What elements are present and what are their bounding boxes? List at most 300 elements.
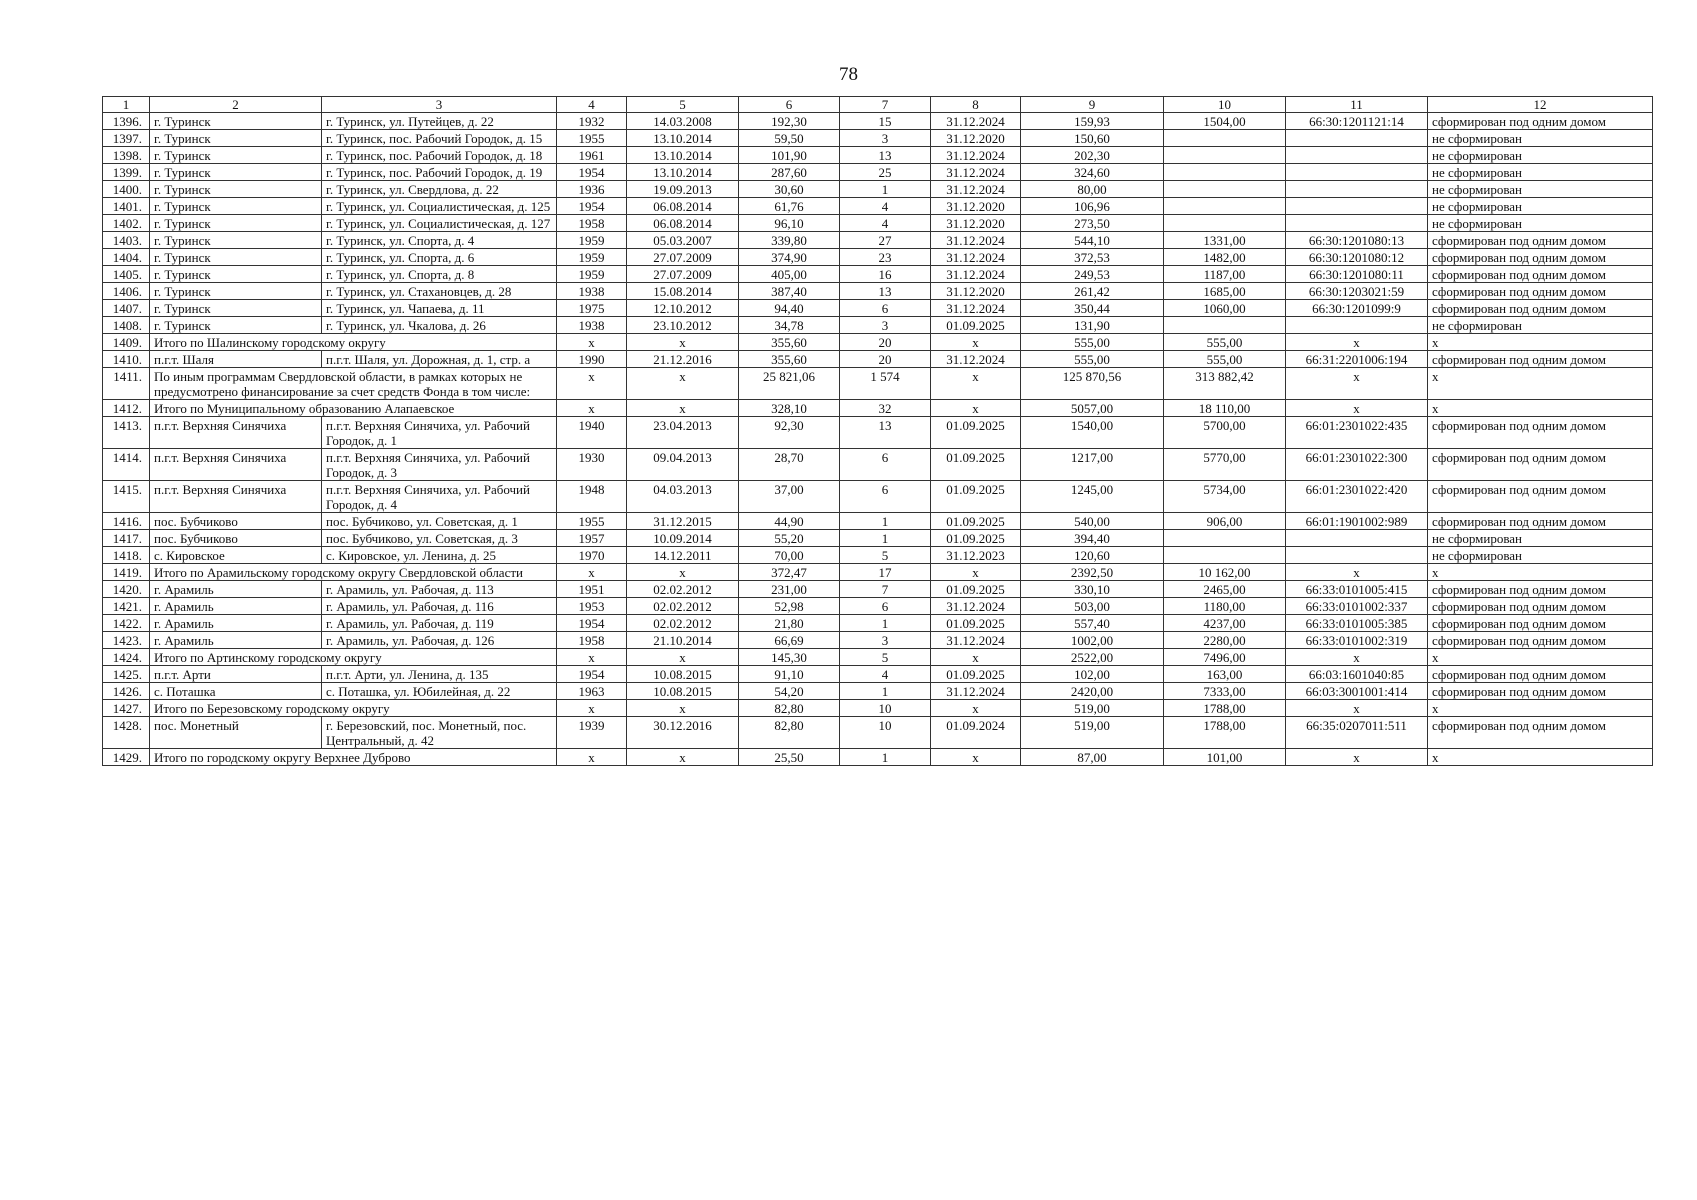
- address-cell: пос. Бубчиково, ул. Советская, д. 3: [322, 530, 557, 547]
- year-built-cell: х: [557, 700, 627, 717]
- area-cell: 25,50: [739, 749, 840, 766]
- cadastral-number-cell: 66:33:0101002:337: [1286, 598, 1428, 615]
- row-number-cell: 1399.: [103, 164, 150, 181]
- year-built-cell: 1936: [557, 181, 627, 198]
- land-status-cell: сформирован под одним домом: [1428, 683, 1653, 700]
- land-status-cell: не сформирован: [1428, 130, 1653, 147]
- recognition-date-cell: 15.08.2014: [627, 283, 739, 300]
- land-status-cell: х: [1428, 400, 1653, 417]
- land-area-cell: 101,00: [1164, 749, 1286, 766]
- column-header-11: 11: [1286, 97, 1428, 113]
- recognition-date-cell: 23.10.2012: [627, 317, 739, 334]
- land-area-cell: 5734,00: [1164, 481, 1286, 513]
- land-area-cell: 10 162,00: [1164, 564, 1286, 581]
- value-cell: 540,00: [1021, 513, 1164, 530]
- land-area-cell: 7496,00: [1164, 649, 1286, 666]
- residents-cell: 6: [840, 598, 931, 615]
- land-area-cell: [1164, 198, 1286, 215]
- residents-cell: 1: [840, 749, 931, 766]
- resettlement-date-cell: х: [931, 400, 1021, 417]
- residents-cell: 5: [840, 649, 931, 666]
- locality-cell: г. Туринск: [150, 181, 322, 198]
- address-cell: г. Туринск, ул. Стахановцев, д. 28: [322, 283, 557, 300]
- recognition-date-cell: х: [627, 564, 739, 581]
- row-number-cell: 1417.: [103, 530, 150, 547]
- resettlement-date-cell: 31.12.2024: [931, 351, 1021, 368]
- cadastral-number-cell: 66:30:1201080:13: [1286, 232, 1428, 249]
- residents-cell: 25: [840, 164, 931, 181]
- land-area-cell: 2280,00: [1164, 632, 1286, 649]
- value-cell: 80,00: [1021, 181, 1164, 198]
- area-cell: 21,80: [739, 615, 840, 632]
- locality-cell: г. Туринск: [150, 317, 322, 334]
- land-area-cell: 7333,00: [1164, 683, 1286, 700]
- table-row: [103, 513, 1653, 530]
- row-number-cell: 1424.: [103, 649, 150, 666]
- resettlement-date-cell: 31.12.2024: [931, 683, 1021, 700]
- recognition-date-cell: 21.10.2014: [627, 632, 739, 649]
- address-cell: п.г.т. Верхняя Синячиха, ул. Рабочий Городок, д. 3: [322, 449, 557, 481]
- row-number-cell: 1406.: [103, 283, 150, 300]
- housing-table: [102, 96, 1653, 766]
- column-header-3: 3: [322, 97, 557, 113]
- resettlement-date-cell: 31.12.2024: [931, 266, 1021, 283]
- year-built-cell: 1939: [557, 717, 627, 749]
- resettlement-date-cell: 31.12.2024: [931, 181, 1021, 198]
- value-cell: 1540,00: [1021, 417, 1164, 449]
- cadastral-number-cell: 66:01:2301022:435: [1286, 417, 1428, 449]
- summary-title-cell: Итого по городскому округу Верхнее Дуброво: [150, 749, 557, 766]
- row-number-cell: 1405.: [103, 266, 150, 283]
- row-number-cell: 1413.: [103, 417, 150, 449]
- summary-row: [103, 334, 1653, 351]
- cadastral-number-cell: [1286, 164, 1428, 181]
- land-status-cell: не сформирован: [1428, 215, 1653, 232]
- land-area-cell: 1788,00: [1164, 700, 1286, 717]
- area-cell: 231,00: [739, 581, 840, 598]
- area-cell: 387,40: [739, 283, 840, 300]
- area-cell: 101,90: [739, 147, 840, 164]
- column-header-9: 9: [1021, 97, 1164, 113]
- value-cell: 106,96: [1021, 198, 1164, 215]
- recognition-date-cell: 13.10.2014: [627, 130, 739, 147]
- residents-cell: 3: [840, 632, 931, 649]
- cadastral-number-cell: [1286, 317, 1428, 334]
- year-built-cell: 1954: [557, 615, 627, 632]
- residents-cell: 32: [840, 400, 931, 417]
- land-area-cell: 1788,00: [1164, 717, 1286, 749]
- table-row: [103, 632, 1653, 649]
- year-built-cell: 1932: [557, 113, 627, 130]
- cadastral-number-cell: 66:30:1201121:14: [1286, 113, 1428, 130]
- locality-cell: г. Туринск: [150, 198, 322, 215]
- cadastral-number-cell: х: [1286, 400, 1428, 417]
- resettlement-date-cell: 31.12.2024: [931, 113, 1021, 130]
- area-cell: 55,20: [739, 530, 840, 547]
- area-cell: 374,90: [739, 249, 840, 266]
- address-cell: п.г.т. Шаля, ул. Дорожная, д. 1, стр. а: [322, 351, 557, 368]
- row-number-cell: 1419.: [103, 564, 150, 581]
- year-built-cell: 1948: [557, 481, 627, 513]
- recognition-date-cell: 06.08.2014: [627, 198, 739, 215]
- land-area-cell: [1164, 130, 1286, 147]
- row-number-cell: 1404.: [103, 249, 150, 266]
- locality-cell: г. Арамиль: [150, 598, 322, 615]
- residents-cell: 27: [840, 232, 931, 249]
- residents-cell: 20: [840, 334, 931, 351]
- land-status-cell: сформирован под одним домом: [1428, 513, 1653, 530]
- area-cell: 54,20: [739, 683, 840, 700]
- cadastral-number-cell: х: [1286, 700, 1428, 717]
- recognition-date-cell: 27.07.2009: [627, 249, 739, 266]
- year-built-cell: 1958: [557, 632, 627, 649]
- cadastral-number-cell: 66:35:0207011:511: [1286, 717, 1428, 749]
- residents-cell: 13: [840, 147, 931, 164]
- address-cell: г. Туринск, ул. Спорта, д. 6: [322, 249, 557, 266]
- table-row: [103, 164, 1653, 181]
- value-cell: 503,00: [1021, 598, 1164, 615]
- resettlement-date-cell: х: [931, 334, 1021, 351]
- area-cell: 30,60: [739, 181, 840, 198]
- cadastral-number-cell: [1286, 198, 1428, 215]
- year-built-cell: 1953: [557, 598, 627, 615]
- area-cell: 28,70: [739, 449, 840, 481]
- area-cell: 44,90: [739, 513, 840, 530]
- table-row: [103, 683, 1653, 700]
- land-area-cell: 4237,00: [1164, 615, 1286, 632]
- resettlement-date-cell: 31.12.2020: [931, 130, 1021, 147]
- recognition-date-cell: 05.03.2007: [627, 232, 739, 249]
- land-status-cell: сформирован под одним домом: [1428, 266, 1653, 283]
- resettlement-date-cell: 31.12.2020: [931, 215, 1021, 232]
- area-cell: 372,47: [739, 564, 840, 581]
- row-number-cell: 1401.: [103, 198, 150, 215]
- resettlement-date-cell: 01.09.2025: [931, 513, 1021, 530]
- value-cell: 159,93: [1021, 113, 1164, 130]
- column-header-4: 4: [557, 97, 627, 113]
- area-cell: 82,80: [739, 717, 840, 749]
- residents-cell: 15: [840, 113, 931, 130]
- table-row: [103, 351, 1653, 368]
- area-cell: 70,00: [739, 547, 840, 564]
- table-body: [103, 113, 1653, 766]
- year-built-cell: 1954: [557, 666, 627, 683]
- year-built-cell: 1954: [557, 198, 627, 215]
- row-number-cell: 1396.: [103, 113, 150, 130]
- area-cell: 52,98: [739, 598, 840, 615]
- recognition-date-cell: 13.10.2014: [627, 147, 739, 164]
- residents-cell: 10: [840, 700, 931, 717]
- row-number-cell: 1403.: [103, 232, 150, 249]
- land-status-cell: сформирован под одним домом: [1428, 232, 1653, 249]
- resettlement-date-cell: 31.12.2023: [931, 547, 1021, 564]
- summary-title-cell: По иным программам Свердловской области, в рамках которых не предусмотрено финансирование за счет средств Фонда в том числе:: [150, 368, 557, 400]
- year-built-cell: х: [557, 400, 627, 417]
- row-number-cell: 1416.: [103, 513, 150, 530]
- year-built-cell: 1951: [557, 581, 627, 598]
- cadastral-number-cell: 66:33:0101005:385: [1286, 615, 1428, 632]
- resettlement-date-cell: 31.12.2024: [931, 300, 1021, 317]
- table-row: [103, 130, 1653, 147]
- row-number-cell: 1425.: [103, 666, 150, 683]
- value-cell: 2420,00: [1021, 683, 1164, 700]
- year-built-cell: 1963: [557, 683, 627, 700]
- year-built-cell: 1975: [557, 300, 627, 317]
- land-area-cell: [1164, 181, 1286, 198]
- recognition-date-cell: 02.02.2012: [627, 581, 739, 598]
- value-cell: 120,60: [1021, 547, 1164, 564]
- table-row: [103, 181, 1653, 198]
- resettlement-date-cell: 31.12.2024: [931, 249, 1021, 266]
- residents-cell: 13: [840, 417, 931, 449]
- land-status-cell: не сформирован: [1428, 530, 1653, 547]
- table-row: [103, 249, 1653, 266]
- resettlement-date-cell: 31.12.2024: [931, 632, 1021, 649]
- recognition-date-cell: 30.12.2016: [627, 717, 739, 749]
- land-status-cell: сформирован под одним домом: [1428, 632, 1653, 649]
- summary-row: [103, 700, 1653, 717]
- row-number-cell: 1427.: [103, 700, 150, 717]
- address-cell: г. Туринск, ул. Социалистическая, д. 125: [322, 198, 557, 215]
- residents-cell: 7: [840, 581, 931, 598]
- residents-cell: 6: [840, 300, 931, 317]
- column-header-10: 10: [1164, 97, 1286, 113]
- table-row: [103, 147, 1653, 164]
- value-cell: 324,60: [1021, 164, 1164, 181]
- locality-cell: г. Туринск: [150, 113, 322, 130]
- land-area-cell: 2465,00: [1164, 581, 1286, 598]
- land-status-cell: не сформирован: [1428, 198, 1653, 215]
- cadastral-number-cell: 66:01:2301022:420: [1286, 481, 1428, 513]
- area-cell: 96,10: [739, 215, 840, 232]
- residents-cell: 10: [840, 717, 931, 749]
- land-area-cell: 18 110,00: [1164, 400, 1286, 417]
- land-status-cell: х: [1428, 564, 1653, 581]
- area-cell: 66,69: [739, 632, 840, 649]
- column-header-8: 8: [931, 97, 1021, 113]
- residents-cell: 6: [840, 481, 931, 513]
- recognition-date-cell: 10.09.2014: [627, 530, 739, 547]
- address-cell: г. Туринск, ул. Спорта, д. 4: [322, 232, 557, 249]
- address-cell: пос. Бубчиково, ул. Советская, д. 1: [322, 513, 557, 530]
- address-cell: г. Туринск, пос. Рабочий Городок, д. 19: [322, 164, 557, 181]
- land-status-cell: не сформирован: [1428, 164, 1653, 181]
- resettlement-date-cell: 01.09.2025: [931, 530, 1021, 547]
- residents-cell: 20: [840, 351, 931, 368]
- cadastral-number-cell: 66:30:1201099:9: [1286, 300, 1428, 317]
- row-number-cell: 1423.: [103, 632, 150, 649]
- land-area-cell: [1164, 147, 1286, 164]
- value-cell: 1002,00: [1021, 632, 1164, 649]
- table-row: [103, 666, 1653, 683]
- recognition-date-cell: х: [627, 368, 739, 400]
- row-number-cell: 1400.: [103, 181, 150, 198]
- cadastral-number-cell: [1286, 147, 1428, 164]
- resettlement-date-cell: х: [931, 700, 1021, 717]
- resettlement-date-cell: х: [931, 649, 1021, 666]
- row-number-cell: 1421.: [103, 598, 150, 615]
- land-area-cell: 5770,00: [1164, 449, 1286, 481]
- area-cell: 82,80: [739, 700, 840, 717]
- address-cell: п.г.т. Верхняя Синячиха, ул. Рабочий Городок, д. 4: [322, 481, 557, 513]
- resettlement-date-cell: 01.09.2025: [931, 615, 1021, 632]
- year-built-cell: х: [557, 334, 627, 351]
- recognition-date-cell: 31.12.2015: [627, 513, 739, 530]
- locality-cell: с. Кировское: [150, 547, 322, 564]
- table-row: [103, 300, 1653, 317]
- address-cell: п.г.т. Верхняя Синячиха, ул. Рабочий Городок, д. 1: [322, 417, 557, 449]
- address-cell: г. Арамиль, ул. Рабочая, д. 116: [322, 598, 557, 615]
- area-cell: 25 821,06: [739, 368, 840, 400]
- locality-cell: г. Арамиль: [150, 581, 322, 598]
- resettlement-date-cell: 01.09.2025: [931, 481, 1021, 513]
- table-row: [103, 283, 1653, 300]
- land-status-cell: не сформирован: [1428, 147, 1653, 164]
- cadastral-number-cell: 66:30:1201080:11: [1286, 266, 1428, 283]
- land-status-cell: сформирован под одним домом: [1428, 283, 1653, 300]
- resettlement-date-cell: 01.09.2025: [931, 449, 1021, 481]
- row-number-cell: 1412.: [103, 400, 150, 417]
- locality-cell: пос. Бубчиково: [150, 530, 322, 547]
- cadastral-number-cell: 66:30:1203021:59: [1286, 283, 1428, 300]
- land-status-cell: сформирован под одним домом: [1428, 666, 1653, 683]
- value-cell: 557,40: [1021, 615, 1164, 632]
- land-status-cell: сформирован под одним домом: [1428, 449, 1653, 481]
- address-cell: г. Туринск, пос. Рабочий Городок, д. 15: [322, 130, 557, 147]
- area-cell: 37,00: [739, 481, 840, 513]
- area-cell: 91,10: [739, 666, 840, 683]
- cadastral-number-cell: х: [1286, 749, 1428, 766]
- address-cell: г. Березовский, пос. Монетный, пос. Центральный, д. 42: [322, 717, 557, 749]
- area-cell: 34,78: [739, 317, 840, 334]
- cadastral-number-cell: [1286, 130, 1428, 147]
- table-row: [103, 598, 1653, 615]
- year-built-cell: 1959: [557, 249, 627, 266]
- area-cell: 355,60: [739, 334, 840, 351]
- year-built-cell: 1938: [557, 283, 627, 300]
- locality-cell: с. Поташка: [150, 683, 322, 700]
- recognition-date-cell: 19.09.2013: [627, 181, 739, 198]
- area-cell: 59,50: [739, 130, 840, 147]
- summary-row: [103, 368, 1653, 400]
- land-status-cell: х: [1428, 700, 1653, 717]
- table-row: [103, 113, 1653, 130]
- locality-cell: г. Арамиль: [150, 615, 322, 632]
- value-cell: 1245,00: [1021, 481, 1164, 513]
- table-row: [103, 481, 1653, 513]
- land-area-cell: 1504,00: [1164, 113, 1286, 130]
- value-cell: 555,00: [1021, 351, 1164, 368]
- column-header-7: 7: [840, 97, 931, 113]
- recognition-date-cell: 21.12.2016: [627, 351, 739, 368]
- row-number-cell: 1411.: [103, 368, 150, 400]
- locality-cell: г. Туринск: [150, 232, 322, 249]
- page-number: 78: [839, 64, 858, 85]
- value-cell: 5057,00: [1021, 400, 1164, 417]
- resettlement-date-cell: 31.12.2024: [931, 164, 1021, 181]
- resettlement-date-cell: 31.12.2020: [931, 198, 1021, 215]
- resettlement-date-cell: 31.12.2024: [931, 232, 1021, 249]
- residents-cell: 1 574: [840, 368, 931, 400]
- land-status-cell: сформирован под одним домом: [1428, 581, 1653, 598]
- summary-row: [103, 749, 1653, 766]
- area-cell: 61,76: [739, 198, 840, 215]
- recognition-date-cell: х: [627, 334, 739, 351]
- row-number-cell: 1402.: [103, 215, 150, 232]
- land-area-cell: 1187,00: [1164, 266, 1286, 283]
- land-status-cell: не сформирован: [1428, 547, 1653, 564]
- cadastral-number-cell: [1286, 181, 1428, 198]
- year-built-cell: 1938: [557, 317, 627, 334]
- locality-cell: г. Туринск: [150, 215, 322, 232]
- address-cell: с. Поташка, ул. Юбилейная, д. 22: [322, 683, 557, 700]
- land-area-cell: [1164, 317, 1286, 334]
- residents-cell: 1: [840, 683, 931, 700]
- value-cell: 102,00: [1021, 666, 1164, 683]
- land-area-cell: 313 882,42: [1164, 368, 1286, 400]
- land-status-cell: сформирован под одним домом: [1428, 717, 1653, 749]
- cadastral-number-cell: 66:01:2301022:300: [1286, 449, 1428, 481]
- column-header-6: 6: [739, 97, 840, 113]
- address-cell: г. Туринск, пос. Рабочий Городок, д. 18: [322, 147, 557, 164]
- locality-cell: г. Туринск: [150, 147, 322, 164]
- land-status-cell: х: [1428, 749, 1653, 766]
- land-area-cell: 906,00: [1164, 513, 1286, 530]
- recognition-date-cell: 23.04.2013: [627, 417, 739, 449]
- row-number-cell: 1414.: [103, 449, 150, 481]
- value-cell: 372,53: [1021, 249, 1164, 266]
- summary-row: [103, 649, 1653, 666]
- address-cell: п.г.т. Арти, ул. Ленина, д. 135: [322, 666, 557, 683]
- year-built-cell: 1954: [557, 164, 627, 181]
- value-cell: 544,10: [1021, 232, 1164, 249]
- row-number-cell: 1407.: [103, 300, 150, 317]
- recognition-date-cell: х: [627, 649, 739, 666]
- residents-cell: 16: [840, 266, 931, 283]
- recognition-date-cell: 10.08.2015: [627, 683, 739, 700]
- land-area-cell: 555,00: [1164, 334, 1286, 351]
- locality-cell: г. Туринск: [150, 283, 322, 300]
- value-cell: 150,60: [1021, 130, 1164, 147]
- cadastral-number-cell: [1286, 215, 1428, 232]
- recognition-date-cell: 02.02.2012: [627, 615, 739, 632]
- locality-cell: п.г.т. Верхняя Синячиха: [150, 449, 322, 481]
- value-cell: 394,40: [1021, 530, 1164, 547]
- recognition-date-cell: 13.10.2014: [627, 164, 739, 181]
- value-cell: 2392,50: [1021, 564, 1164, 581]
- locality-cell: г. Туринск: [150, 300, 322, 317]
- table-row: [103, 215, 1653, 232]
- land-status-cell: не сформирован: [1428, 181, 1653, 198]
- area-cell: 339,80: [739, 232, 840, 249]
- area-cell: 405,00: [739, 266, 840, 283]
- summary-row: [103, 564, 1653, 581]
- land-status-cell: сформирован под одним домом: [1428, 481, 1653, 513]
- value-cell: 273,50: [1021, 215, 1164, 232]
- residents-cell: 3: [840, 317, 931, 334]
- table-row: [103, 717, 1653, 749]
- year-built-cell: 1958: [557, 215, 627, 232]
- residents-cell: 4: [840, 215, 931, 232]
- row-number-cell: 1410.: [103, 351, 150, 368]
- table-row: [103, 266, 1653, 283]
- land-status-cell: сформирован под одним домом: [1428, 417, 1653, 449]
- land-status-cell: сформирован под одним домом: [1428, 615, 1653, 632]
- residents-cell: 17: [840, 564, 931, 581]
- residents-cell: 5: [840, 547, 931, 564]
- row-number-cell: 1418.: [103, 547, 150, 564]
- recognition-date-cell: 02.02.2012: [627, 598, 739, 615]
